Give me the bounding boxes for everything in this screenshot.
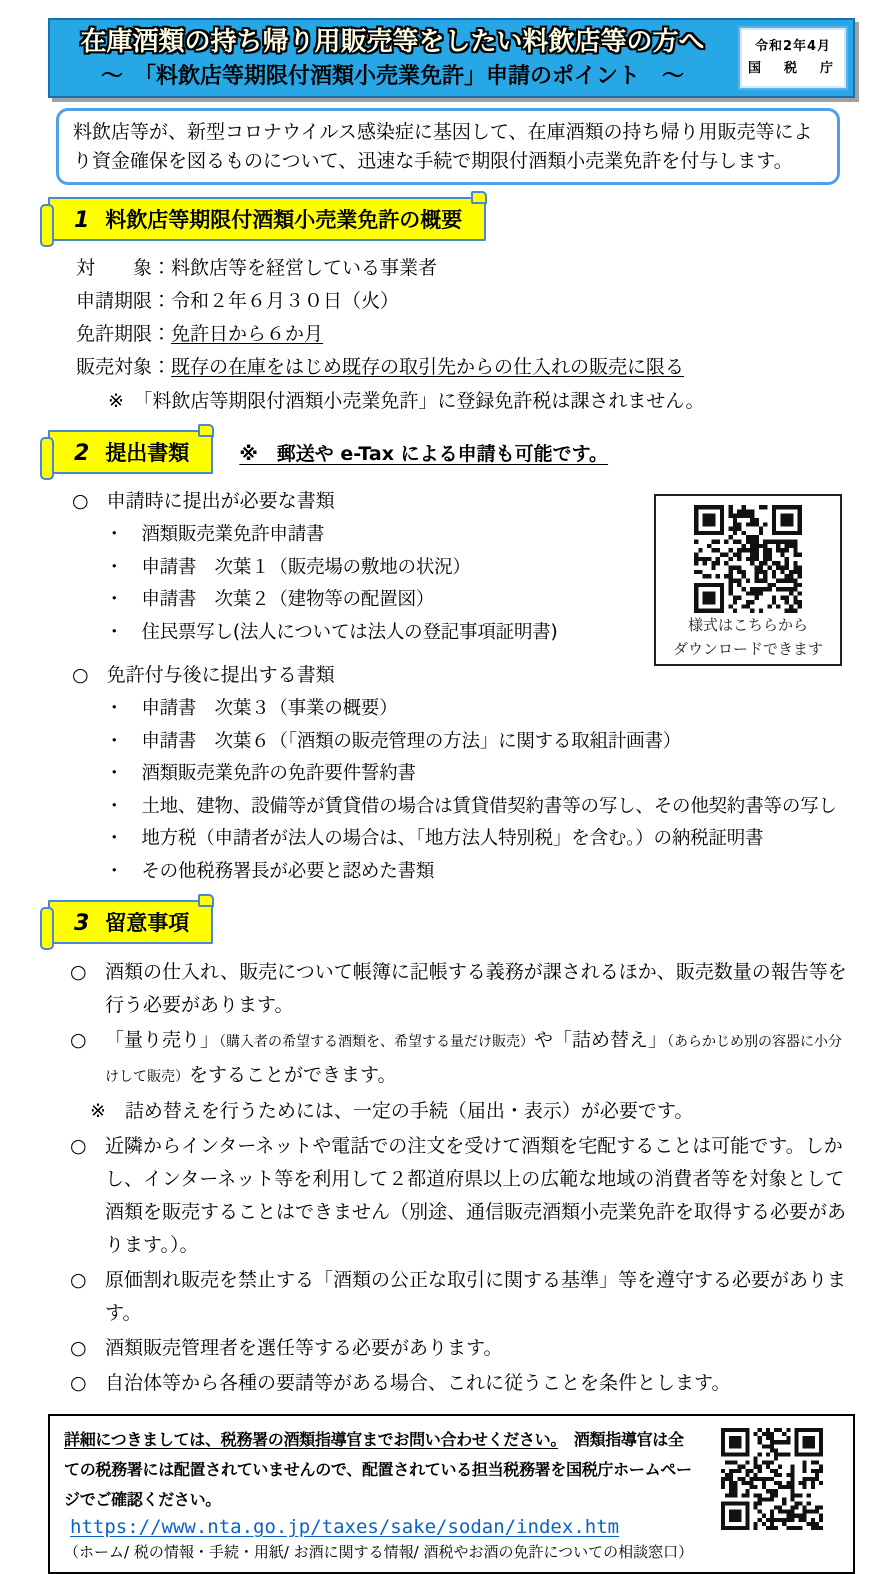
footer-contact-underlined: 詳細につきましては、税務署の酒類指導官までお問い合わせください。 bbox=[64, 1430, 559, 1449]
list-item-text: 申請書 次葉６（「酒類の販売管理の方法」に関する取組計画書） bbox=[141, 730, 682, 752]
dot-bullet: ・ bbox=[105, 730, 124, 752]
kv-row-target bbox=[76, 252, 855, 285]
qr-caption-line2: ダウンロードできます bbox=[672, 640, 823, 658]
list-item bbox=[105, 693, 855, 726]
footer-breadcrumb: （ホーム/ 税の情報・手続・用紙/ お酒に関する情報/ 酒税やお酒の免許についての相談窓口） bbox=[64, 1543, 694, 1561]
note-refill-procedure: ※ 詰め替えを行うためには、一定の手続（届出・表示）が必要です。 bbox=[90, 1100, 694, 1122]
qr-caption-line1: 様式はこちらから bbox=[687, 616, 808, 634]
note-ledger bbox=[48, 956, 855, 1022]
section3-heading bbox=[48, 900, 213, 944]
note-text-small: （購入者の希望する酒類を、希望する量だけ販売） bbox=[219, 1034, 535, 1050]
list-item-text: 土地、建物、設備等が賃貸借の場合は賃貸借契約書等の写し、その他契約書等の写し bbox=[141, 795, 837, 817]
footer-contact-rest: 酒類指導官は全ての税務署には配置されていませんので、配置されている担当税務署を国税庁ホームページでご確認ください。 bbox=[64, 1430, 692, 1509]
dot-bullet: ・ bbox=[105, 698, 124, 719]
footer-contact-text bbox=[64, 1425, 693, 1515]
section3-title: 留意事項 bbox=[105, 911, 190, 935]
group-heading-text: 申請時に提出が必要な書類 bbox=[106, 490, 335, 512]
list-item bbox=[105, 758, 855, 791]
group-heading-text: 免許付与後に提出する書類 bbox=[106, 664, 335, 686]
circle-bullet: ○ bbox=[70, 1372, 87, 1394]
list-item-text: 酒類販売業免許の免許要件誓約書 bbox=[141, 763, 416, 784]
kv-row-deadline bbox=[76, 285, 855, 318]
list-item bbox=[105, 726, 855, 759]
section1-note: ※ 「料飲店等期限付酒類小売業免許」に登録免許税は課されません。 bbox=[108, 390, 705, 412]
note-delivery bbox=[48, 1130, 855, 1262]
dot-bullet: ・ bbox=[105, 556, 124, 578]
qr-code bbox=[694, 505, 802, 613]
dot-bullet: ・ bbox=[105, 621, 124, 643]
kv-value: 免許日から６か月 bbox=[171, 323, 324, 345]
circle-bullet: ○ bbox=[70, 1135, 87, 1157]
note-text-small: （あらかじめ別の容器に小分けして販売） bbox=[105, 1034, 843, 1085]
section3-content bbox=[48, 956, 855, 1400]
dot-bullet: ・ bbox=[105, 860, 124, 882]
note-sales-manager bbox=[48, 1332, 855, 1365]
list-item-text: 地方税（申請者が法人の場合は、「地方法人特別税」を含む。）の納税証明書 bbox=[141, 828, 764, 849]
agency-name: 国 税 庁 bbox=[747, 61, 838, 76]
note-text: 近隣からインターネットや電話での注文を受けて酒類を宅配することは可能です。しかし、インターネット等を利用して２都道府県以上の広範な地域の消費者等を対象として酒類を販売することはできません（別途、通信販売酒類小売業免許を取得する必要があります。）。 bbox=[105, 1135, 847, 1256]
page-subtitle: ～ 「料飲店等期限付酒類小売業免許」申請のポイント ～ bbox=[100, 64, 684, 89]
page-title: 在庫酒類の持ち帰り用販売等をしたい料飲店等の方へ bbox=[80, 27, 705, 57]
section2-number: 2 bbox=[74, 441, 90, 466]
note-local-government bbox=[48, 1367, 855, 1400]
dot-bullet: ・ bbox=[105, 828, 124, 849]
circle-bullet: ○ bbox=[70, 961, 87, 983]
circle-bullet: ○ bbox=[70, 1337, 87, 1359]
section1-number: 1 bbox=[74, 208, 90, 233]
kv-row-license-period bbox=[76, 318, 855, 351]
footer-contact-box bbox=[48, 1414, 855, 1574]
intro-box bbox=[56, 108, 840, 185]
section1-title: 料飲店等期限付酒類小売業免許の概要 bbox=[105, 208, 463, 232]
section1-content bbox=[76, 252, 855, 418]
section2-heading bbox=[48, 430, 213, 474]
note-hakariuri bbox=[48, 1024, 855, 1094]
note-text: や「詰め替え」 bbox=[534, 1029, 668, 1051]
section1-heading bbox=[48, 197, 486, 241]
list-item-text: 申請書 次葉３（事業の概要） bbox=[141, 698, 398, 719]
kv-label: 申請期限： bbox=[76, 290, 172, 312]
note-text: 酒類販売管理者を選任等する必要があります。 bbox=[105, 1337, 503, 1359]
dot-bullet: ・ bbox=[105, 795, 124, 817]
note-text: 酒類の仕入れ、販売について帳簿に記帳する義務が課されるほか、販売数量の報告等を行う必要があります。 bbox=[105, 961, 847, 1016]
circle-bullet: ○ bbox=[70, 1269, 87, 1291]
circle-bullet: ○ bbox=[70, 1029, 87, 1051]
kv-label: 販売対象： bbox=[76, 356, 172, 378]
list-item-text: 申請書 次葉１（販売場の敷地の状況） bbox=[141, 556, 471, 578]
note-text: 「量り売り」 bbox=[105, 1029, 220, 1051]
docs-after-license bbox=[48, 658, 855, 888]
intro-text: 料飲店等が、新型コロナウイルス感染症に基因して、在庫酒類の持ち帰り用販売等により資金確保を図るものについて、迅速な手続で期限付酒類小売業免許を付与します。 bbox=[73, 121, 813, 172]
nta-sodan-link[interactable]: https://www.nta.go.jp/taxes/sake/sodan/index.htm bbox=[70, 1516, 620, 1538]
circle-bullet: ○ bbox=[72, 490, 89, 512]
note-text: 原価割れ販売を禁止する「酒類の公正な取引に関する基準」等を遵守する必要があります。 bbox=[105, 1269, 847, 1324]
dot-bullet: ・ bbox=[105, 524, 124, 545]
kv-label: 対 象： bbox=[76, 257, 172, 279]
header-titles bbox=[50, 24, 735, 94]
circle-bullet: ○ bbox=[72, 664, 89, 686]
kv-value: 令和２年６月３０日（火） bbox=[171, 290, 400, 312]
note-text: 自治体等から各種の要請等がある場合、これに従うことを条件とします。 bbox=[105, 1372, 731, 1394]
header-banner bbox=[48, 18, 855, 98]
list-item-text: 酒類販売業免許申請書 bbox=[141, 524, 325, 545]
section2-etax-note: ※ 郵送や e-Tax による申請も可能です。 bbox=[239, 442, 609, 465]
note-text: をすることができます。 bbox=[189, 1064, 397, 1086]
list-item-text: 住民票写し(法人については法人の登記事項証明書) bbox=[141, 621, 558, 643]
note-fair-trade bbox=[48, 1264, 855, 1330]
kv-row-sales-scope bbox=[76, 351, 855, 384]
qr-code bbox=[721, 1428, 823, 1530]
kv-value: 既存の在庫をはじめ既存の取引先からの仕入れの販売に限る bbox=[171, 356, 685, 378]
dot-bullet: ・ bbox=[105, 589, 124, 610]
list-item bbox=[105, 823, 855, 856]
issue-date: 令和2年4月 bbox=[754, 39, 832, 54]
section2-content bbox=[48, 484, 855, 888]
list-item bbox=[105, 791, 855, 824]
agency-date-box bbox=[740, 28, 846, 88]
form-download-qr-box bbox=[654, 494, 842, 666]
list-item-text: 申請書 次葉２（建物等の配置図） bbox=[141, 589, 435, 610]
dot-bullet: ・ bbox=[105, 763, 124, 784]
section2-title: 提出書類 bbox=[105, 441, 190, 465]
list-item-text: その他税務署長が必要と認めた書類 bbox=[141, 860, 435, 882]
section3-number: 3 bbox=[74, 911, 90, 936]
kv-label: 免許期限： bbox=[76, 323, 172, 345]
list-item bbox=[105, 856, 855, 889]
kv-value: 料飲店等を経営している事業者 bbox=[171, 257, 438, 279]
